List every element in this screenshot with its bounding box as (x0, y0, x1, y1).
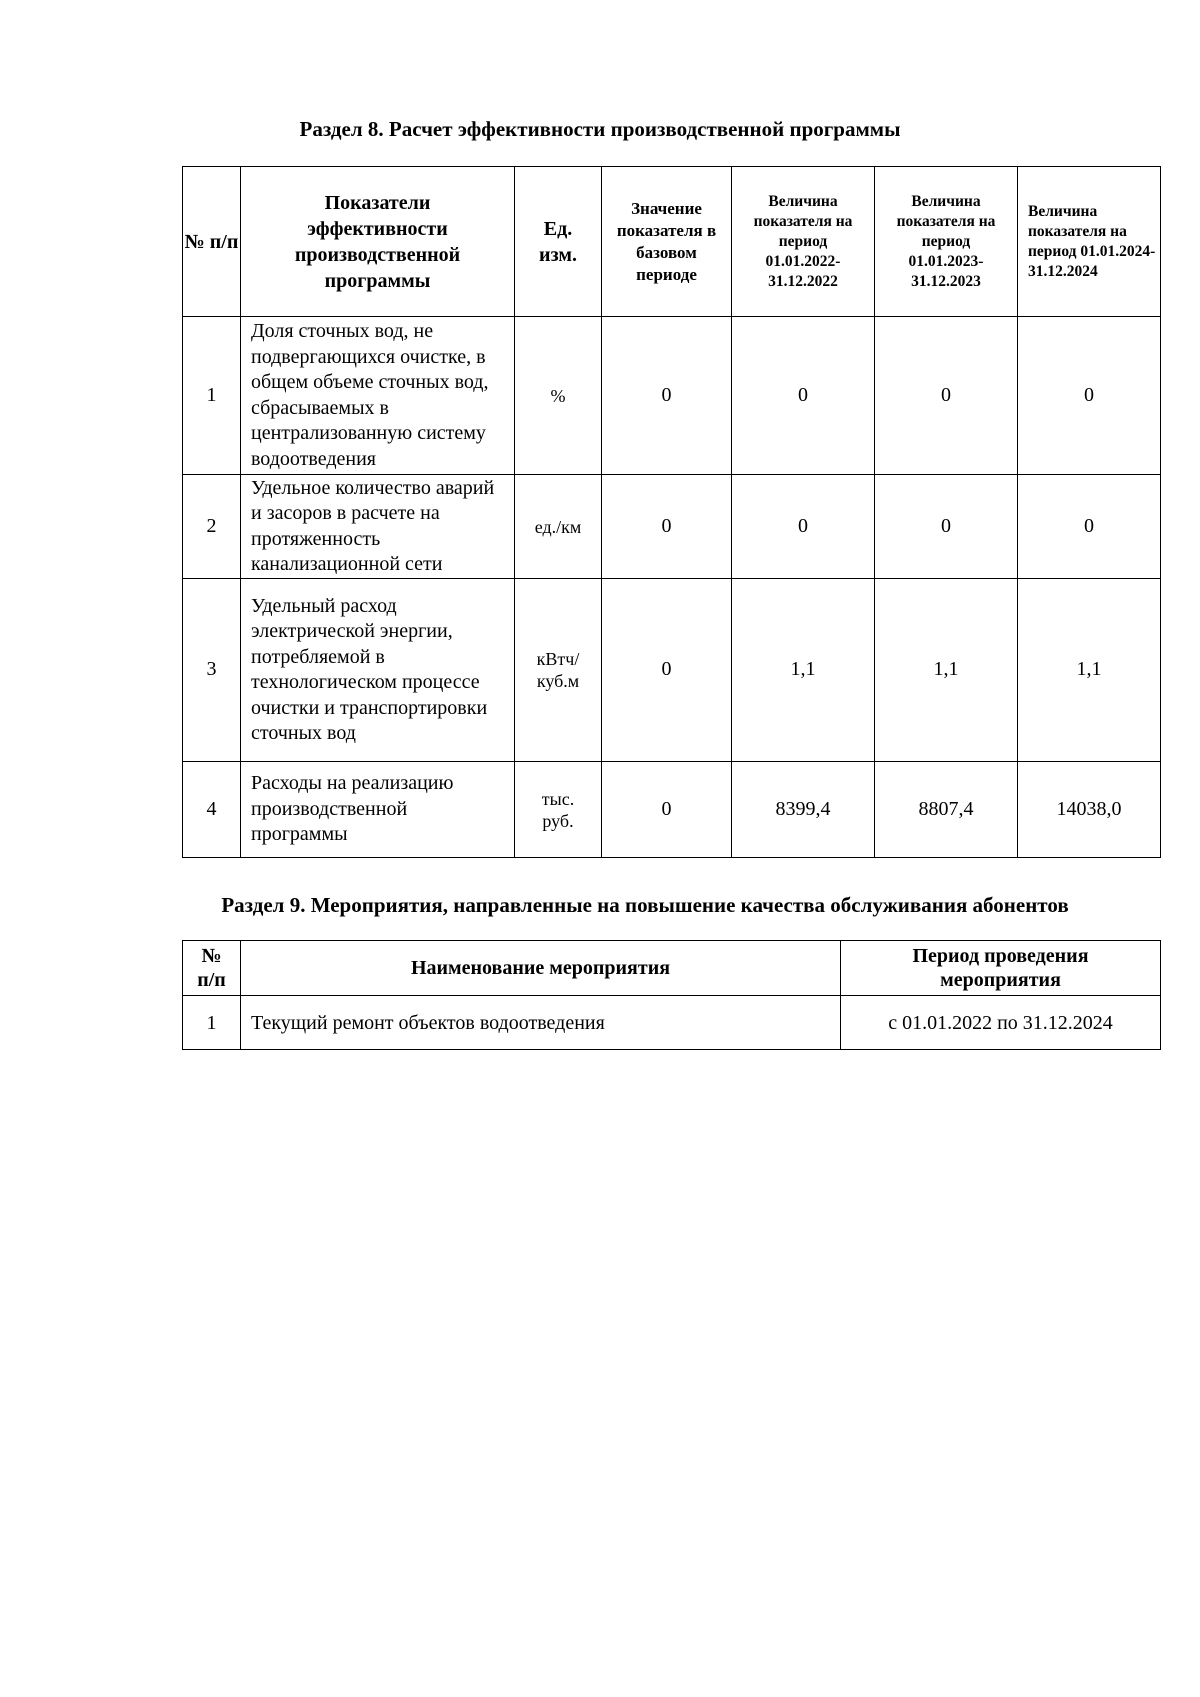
header-activity-period: Период проведения мероприятия (841, 941, 1161, 996)
table-row (183, 996, 1161, 1050)
row-value-2024: 0 (1018, 317, 1161, 475)
header-period-2023: Величина показателя на период 01.01.2023-31.12.2023 (875, 167, 1018, 317)
table-row (183, 579, 1161, 762)
row-value-2024: 0 (1018, 475, 1161, 579)
row-base-value: 0 (602, 475, 732, 579)
table-row (183, 475, 1161, 579)
header-base-value: Значение показателя в базовом периоде (602, 167, 732, 317)
row-indicator-name: Удельный расход электрической энергии, потребляемой в технологическом процессе очистки и транспортировки сточных вод (241, 579, 515, 762)
row-num: 1 (183, 996, 241, 1050)
row-base-value: 0 (602, 579, 732, 762)
row-num: 4 (183, 762, 241, 858)
row-base-value: 0 (602, 762, 732, 858)
header-num: № п/п (183, 941, 241, 996)
row-indicator-name: Доля сточных вод, не подвергающихся очистке, в общем объеме сточных вод, сбрасываемых в централизованную систему водоотведения (241, 317, 515, 475)
header-indicator: Показатели эффективности производственной программы (241, 167, 515, 317)
table-header-row (183, 167, 1161, 317)
row-activity-name: Текущий ремонт объектов водоотведения (241, 996, 841, 1050)
row-unit: тыс. руб. (515, 762, 602, 858)
table-header-row (183, 941, 1161, 996)
row-value-2022: 8399,4 (732, 762, 875, 858)
row-value-2022: 1,1 (732, 579, 875, 762)
row-value-2022: 0 (732, 475, 875, 579)
header-period-2024: Величина показателя на период 01.01.2024-31.12.2024 (1018, 167, 1161, 317)
row-num: 1 (183, 317, 241, 475)
row-value-2023: 1,1 (875, 579, 1018, 762)
row-value-2024: 1,1 (1018, 579, 1161, 762)
header-activity-name: Наименование мероприятия (241, 941, 841, 996)
table-row (183, 762, 1161, 858)
row-unit: ед./км (515, 475, 602, 579)
row-value-2023: 0 (875, 475, 1018, 579)
section-9-title: Раздел 9. Мероприятия, направленные на повышение качества обслуживания абонентов (221, 893, 1069, 917)
row-value-2024: 14038,0 (1018, 762, 1161, 858)
row-unit: % (515, 317, 602, 475)
row-indicator-name: Удельное количество аварий и засоров в расчете на протяженность канализационной сети (241, 475, 515, 579)
header-unit: Ед. изм. (515, 167, 602, 317)
row-activity-period: с 01.01.2022 по 31.12.2024 (841, 996, 1161, 1050)
header-num: № п/п (183, 167, 241, 317)
row-base-value: 0 (602, 317, 732, 475)
section-8-title: Раздел 8. Расчет эффективности производственной программы (299, 117, 901, 141)
header-period-2022: Величина показателя на период 01.01.2022-31.12.2022 (732, 167, 875, 317)
row-value-2023: 0 (875, 317, 1018, 475)
row-value-2023: 8807,4 (875, 762, 1018, 858)
row-num: 2 (183, 475, 241, 579)
table-row (183, 317, 1161, 475)
efficiency-table (182, 166, 1161, 858)
row-indicator-name: Расходы на реализацию производственной программы (241, 762, 515, 858)
activities-table (182, 940, 1161, 1050)
row-value-2022: 0 (732, 317, 875, 475)
row-num: 3 (183, 579, 241, 762)
row-unit: кВтч/ куб.м (515, 579, 602, 762)
